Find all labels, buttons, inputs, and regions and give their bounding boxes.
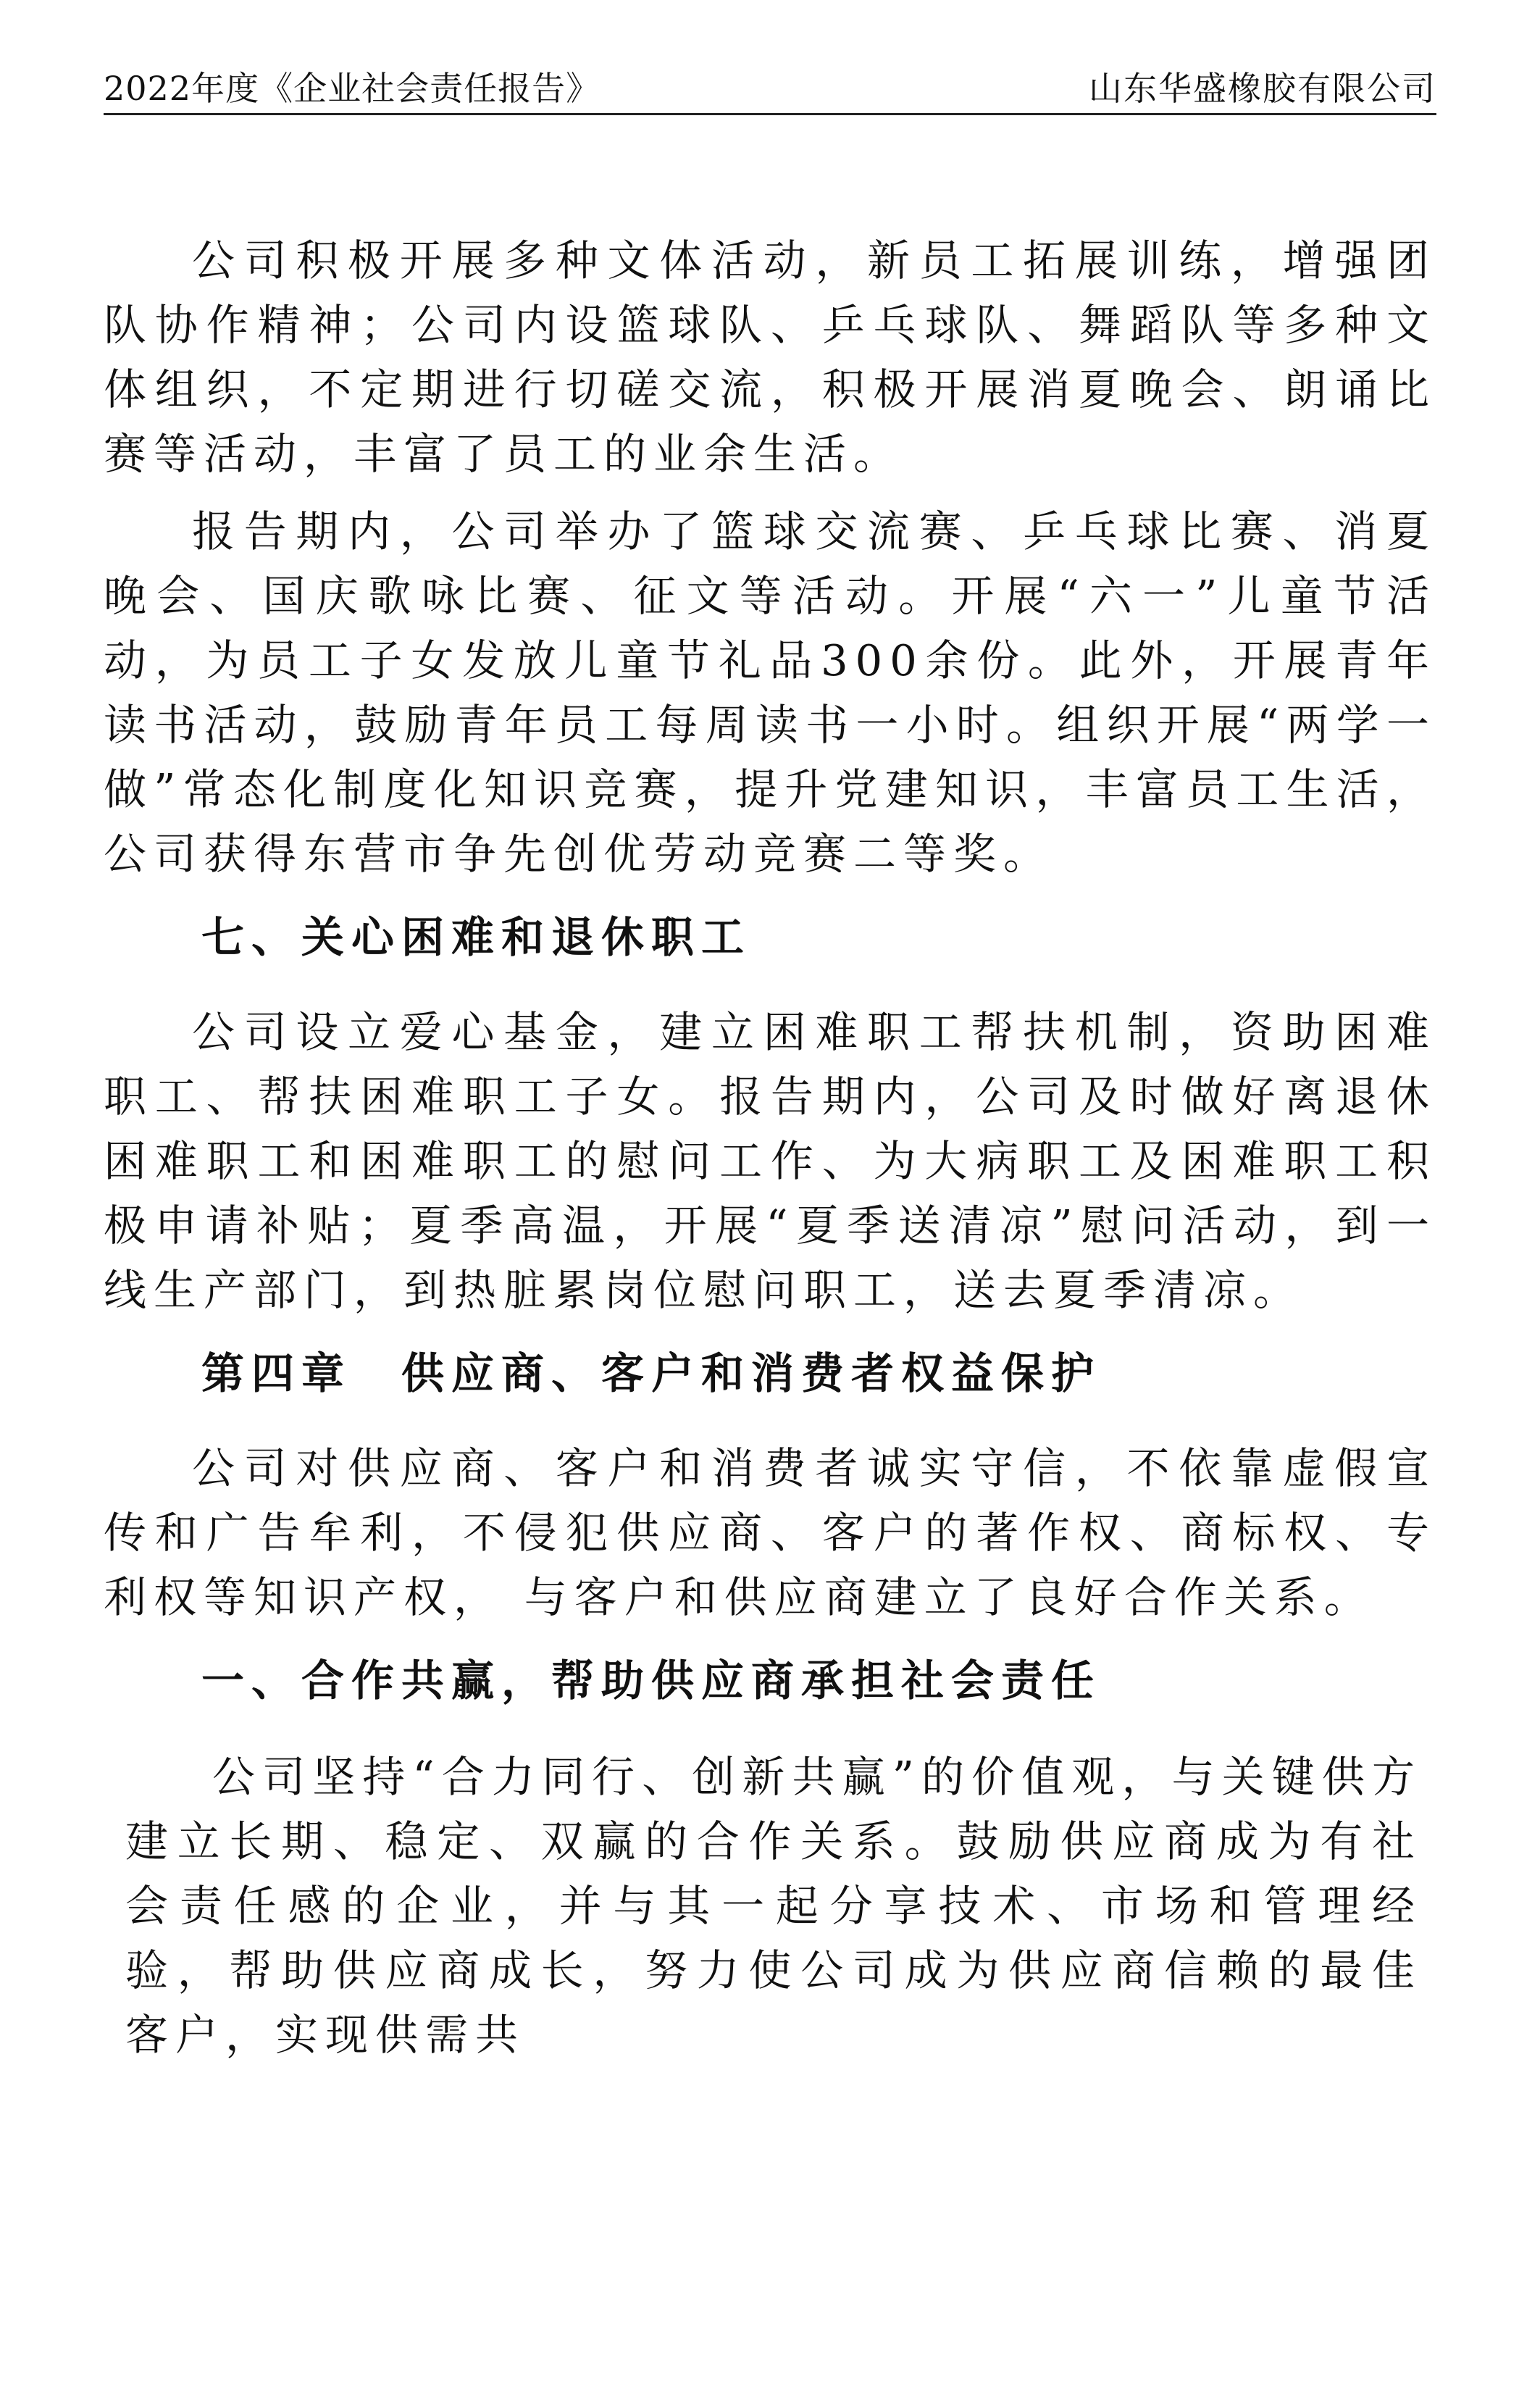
- report-title: 2022年度《企业社会责任报告》: [104, 69, 600, 108]
- paragraph-cooperation-values: 公司坚持“合力同行、创新共赢”的价值观，与关键供方建立长期、稳定、双赢的合作关系。鼓励供应商成为有社会责任感的企业，并与其一起分享技术、市场和管理经验，帮助供应商成长，努力使公司成为供应商信赖的最佳客户，实现供需共: [125, 1752, 1422, 2060]
- paragraph-supplier-integrity: 公司对供应商、客户和消费者诚实守信，不依靠虚假宣传和广告牟利，不侵犯供应商、客户的著作权、商标权、专利权等知识产权， 与客户和供应商建立了良好合作关系。: [104, 1443, 1436, 1622]
- page-header: [104, 67, 1436, 115]
- document-body: [104, 228, 1436, 2067]
- paragraph-cultural-activities: 公司积极开展多种文体活动，新员工拓展训练，增强团队协作精神；公司内设篮球队、乒乓球队、舞蹈队等多种文体组织，不定期进行切磋交流，积极开展消夏晚会、朗诵比赛等活动，丰富了员工的业余生活。: [104, 235, 1436, 479]
- chapter-heading-4: 第四章 供应商、客户和消费者权益保护: [201, 1348, 1102, 1398]
- paragraph-report-period-activities: 报告期内，公司举办了篮球交流赛、乒乓球比赛、消夏晚会、国庆歌咏比赛、征文等活动。开展“六一”儿童节活动，为员工子女发放儿童节礼品300余份。此外，开展青年读书活动，鼓励青年员工每周读书一小时。组织开展“两学一做”常态化制度化知识竞赛，提升党建知识，丰富员工生活，公司获得东营市争先创优劳动竞赛二等奖。: [104, 506, 1436, 879]
- section-heading-cooperation: 一、合作共赢，帮助供应商承担社会责任: [201, 1656, 1102, 1706]
- company-name: 山东华盛橡胶有限公司: [1089, 69, 1436, 108]
- paragraph-care-fund: 公司设立爱心基金，建立困难职工帮扶机制，资助困难职工、帮扶困难职工子女。报告期内，公司及时做好离退休困难职工和困难职工的慰问工作、为大病职工及困难职工积极申请补贴；夏季高温，开展“夏季送清凉”慰问活动，到一线生产部门，到热脏累岗位慰问职工，送去夏季清凉。: [104, 1007, 1436, 1315]
- section-heading-care-retired: 七、关心困难和退休职工: [201, 912, 752, 962]
